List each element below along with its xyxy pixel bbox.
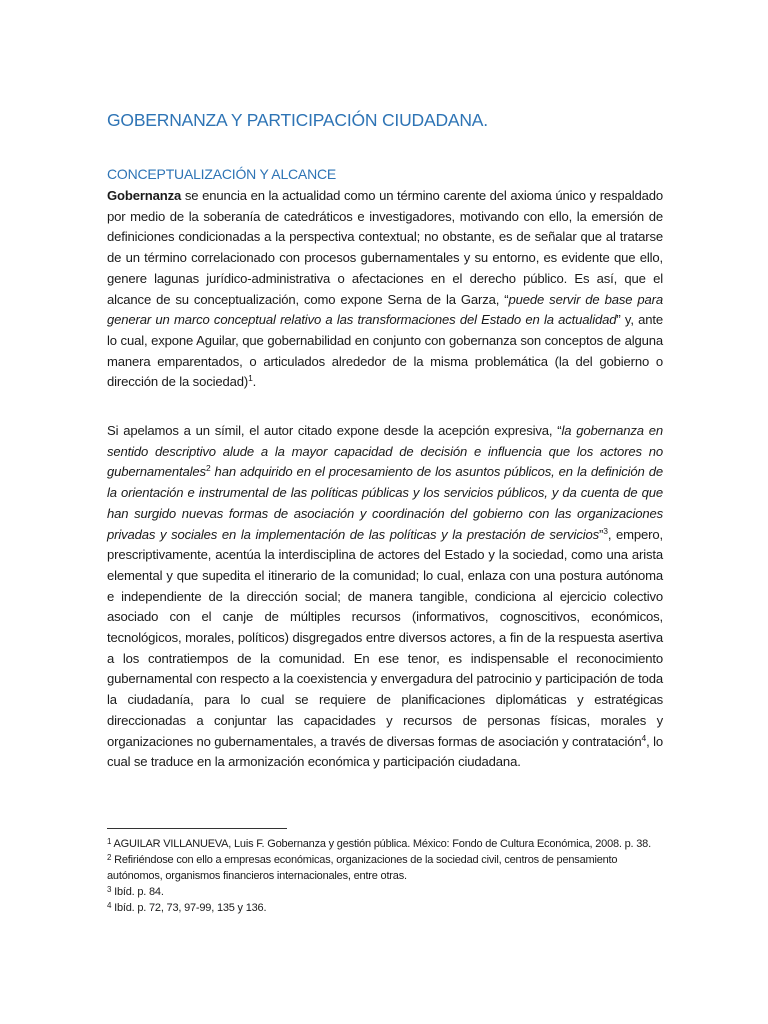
paragraph-2: [107, 421, 663, 773]
footnote-text: Refiriéndose con ello a empresas económicas, organizaciones de la sociedad civil, centros de pensamiento autónomos, organismos financieros internacionales, entre otras.: [107, 854, 618, 882]
paragraph-2-text-d: , lo cual se traduce en la armonización económica y participación ciudadana.: [107, 733, 663, 770]
footnote-item: [107, 852, 663, 884]
footnote-ref-2[interactable]: 2: [205, 463, 211, 474]
document-title: GOBERNANZA Y PARTICIPACIÓN CIUDADANA.: [107, 110, 488, 130]
footnotes-list: [107, 836, 663, 916]
paragraph-2-text-a: Si apelamos a un símil, el autor citado expone desde la acepción expresiva, “: [107, 423, 562, 438]
footnote-number: 3: [107, 885, 112, 894]
paragraph-2-quote-b: han adquirido en el procesamiento de los asuntos públicos, en la definición de la orientación e instrumental de las políticas públicas y los servicios públicos, y da cuenta de que han surgido nuevas formas de asociación y coordinación del gobierno con las organizaciones privadas y sociales en la implementación de las políticas y la prestación de servicios: [107, 464, 663, 542]
paragraph-1-text-b: ” y, ante lo cual, expone Aguilar, que gobernabilidad en conjunto con gobernanza son conceptos de alguna manera emparentados, o articulados alrededor de la misma problemática (la del gobierno o dirección de la sociedad): [107, 312, 664, 390]
footnote-text: Ibíd. p. 72, 73, 97-99, 135 y 136.: [111, 902, 267, 914]
footnote-text: AGUILAR VILLANUEVA, Luis F. Gobernanza y gestión pública. México: Fondo de Cultura Económica, 2008. p. 38.: [111, 838, 651, 850]
paragraph-1: [107, 186, 663, 393]
paragraph-1-quote: puede servir de base para generar un marco conceptual relativo a las transformaciones del Estado en la actualidad: [107, 291, 663, 328]
footnote-separator: [107, 828, 287, 829]
footnote-item: [107, 884, 663, 900]
lead-term: Gobernanza: [107, 188, 182, 203]
footnote-number: 2: [107, 853, 112, 862]
footnote-item: [107, 900, 663, 916]
paragraph-2-text-c: , empero, prescriptivamente, acentúa la interdisciplina de actores del Estado y la sociedad, como una arista elemental y que supedita el itinerario de la comunidad; lo cual, enlaza con una postura autónoma e independiente de la dirección social; de manera tangible, condiciona al ejercicio colectivo asociado con el canje de múltiples recursos (informativos, cognoscitivos, económicos, tecnológicos, morales, políticos) disgregados entre diversos actores, a fin de la respuesta asertiva a los contratiempos de la comunidad. En ese tenor, es indispensable el reconocimiento gubernamental con respecto a la coexistencia y envergadura del patrocinio y participación de toda la ciudadanía, para lo cual se requiere de planificaciones diplomáticas y estratégicas direccionadas a conjuntar las capacidades y recursos de personas físicas, morales y organizaciones no gubernamentales, a través de diversas formas de asociación y contratación: [107, 526, 663, 749]
footnote-ref-4[interactable]: 4: [641, 732, 647, 743]
paragraph-1-text-a: se enuncia en la actualidad como un término carente del axioma único y respaldado por medio de la soberanía de catedráticos e investigadores, motivando con ello, la emersión de definiciones condicionadas a la perspectiva contextual; no obstante, es de señalar que al tratarse de un término correlacionado con procesos gubernamentales y su entorno, es evidente que ello, genere lagunas jurídico-administrativa o afectaciones en el derecho público. Es así, que el alcance de su conceptualización, como expone Serna de la Garza, “: [107, 188, 663, 307]
section-heading: CONCEPTUALIZACIÓN Y ALCANCE: [107, 166, 337, 182]
footnote-text: Ibíd. p. 84.: [111, 886, 164, 898]
paragraph-2-quote-a: la gobernanza en sentido descriptivo alude a la mayor capacidad de decisión e influencia que los actores no gubernamentales: [107, 423, 663, 480]
footnote-item: [107, 836, 663, 852]
footnote-ref-3[interactable]: 3: [603, 525, 608, 536]
footnote-number: 1: [107, 837, 112, 846]
paragraph-1-text-c: .: [252, 374, 257, 390]
footnote-number: 4: [107, 901, 112, 910]
footnote-ref-1[interactable]: 1: [248, 373, 253, 384]
paragraph-2-text-b: ”: [599, 526, 604, 542]
